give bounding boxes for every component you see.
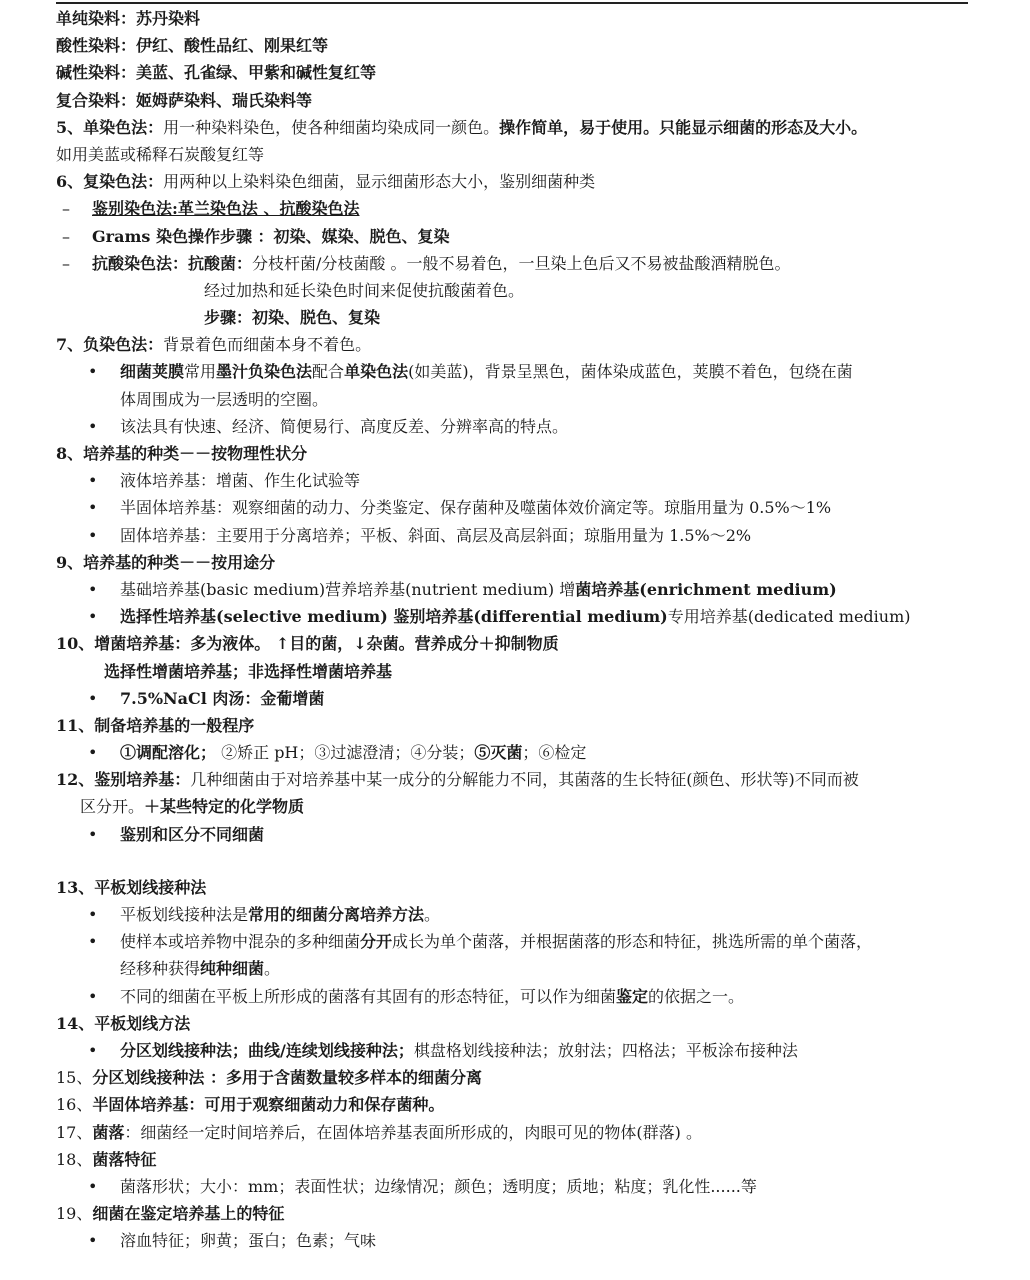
bold-text: 单纯染料：苏丹染料 [56, 9, 201, 28]
line-text [120, 576, 837, 603]
text-run: 经移种获得 [120, 959, 201, 979]
line-text [92, 195, 359, 222]
top-rule [56, 2, 968, 4]
line-text [120, 685, 324, 712]
line-text [56, 712, 254, 739]
text-line [0, 712, 1030, 739]
line-text [56, 1119, 702, 1146]
line-text [204, 304, 380, 331]
text-line [0, 766, 1030, 793]
bold-text: 分开 [360, 932, 393, 952]
bold-text: 纯种细菌 [200, 959, 265, 979]
bold-text: 7.5%NaCl 肉汤：金葡增菌 [120, 688, 325, 708]
text-run: 用两种以上染料染色细菌，显示细菌形态大小，鉴别细菌种类 [163, 172, 596, 192]
bullet-marker: • [88, 607, 98, 627]
line-text [204, 277, 524, 304]
text-line [0, 603, 1030, 630]
text-line [0, 549, 1030, 576]
text-run: 分枝杆菌/分枝菌酸 。一般不易着色，一旦染上色后又不易被盐酸酒精脱色。 [252, 253, 791, 273]
document-body [0, 5, 1030, 1254]
bullet-marker: • [88, 932, 98, 952]
line-text [120, 603, 911, 630]
line-text [56, 141, 264, 168]
bold-text: Grams 染色操作步骤 ：初染、媒染、脱色、复染 [92, 226, 450, 246]
text-run: 平板划线接种法是 [120, 905, 249, 924]
bold-text: 10、增菌培养基：多为液体。 ↑目的菌，↓杂菌。营养成分＋抑制物质 [56, 634, 559, 654]
line-text [120, 739, 586, 766]
line-text [120, 983, 744, 1010]
text-line [0, 901, 1030, 928]
text-line [0, 928, 1030, 955]
bullet-marker: • [88, 688, 98, 708]
text-line [0, 5, 1030, 32]
text-line [0, 1037, 1030, 1064]
text-line [0, 658, 1030, 685]
bold-text: 菌落 [92, 1122, 125, 1142]
bullet-marker: • [88, 824, 98, 844]
bold-text: ⑤灭菌 [474, 743, 523, 763]
text-run: 棋盘格划线接种法；放射法；四格法；平板涂布接种法 [413, 1040, 798, 1060]
line-text [120, 494, 831, 521]
text-run: 半固体培养基：观察细菌的动力、分类鉴定、保存菌种及噬菌体效价滴定等。琼脂用量为 0.5%～1% [120, 498, 832, 518]
line-text [120, 358, 853, 385]
text-line [0, 576, 1030, 603]
line-text [56, 59, 376, 86]
bullet-marker: • [88, 905, 98, 924]
line-text [120, 522, 751, 549]
line-text [120, 821, 264, 848]
text-line [0, 304, 1030, 331]
text-line [0, 1091, 1030, 1118]
text-run: 固体培养基：主要用于分离培养；平板、斜面、高层及高层斜面；琼脂用量为 1.5%～2% [120, 525, 752, 545]
bold-text: 抗酸染色法：抗酸菌： [92, 253, 253, 273]
bold-text: 12、鉴别培养基： [56, 770, 191, 790]
bold-text: 细菌在鉴定培养基上的特征 [92, 1204, 285, 1224]
text-run: ；⑥检定 [522, 743, 587, 763]
line-text [120, 1227, 376, 1254]
text-run: 常用 [184, 362, 217, 382]
text-line [0, 793, 1030, 820]
text-line [0, 141, 1030, 168]
bold-text: ＋某些特定的化学物质 [144, 797, 305, 817]
text-line [0, 168, 1030, 195]
bold-text: 8、培养基的种类－－按物理性状分 [56, 444, 308, 463]
bold-text: 13、平板划线接种法 [56, 877, 207, 897]
line-text [120, 955, 280, 982]
bold-text: 单染色法 [344, 362, 409, 382]
bullet-marker: • [88, 986, 98, 1006]
bullet-marker: • [88, 471, 98, 491]
dash-marker: – [62, 199, 70, 219]
line-text [104, 658, 392, 685]
text-line [0, 250, 1030, 277]
bold-text: 碱性染料：美蓝、孔雀绿、甲紫和碱性复红等 [56, 63, 377, 83]
text-line [0, 983, 1030, 1010]
text-line [0, 685, 1030, 712]
line-text [56, 5, 200, 32]
line-text [56, 440, 307, 467]
text-run: 几种细菌由于对培养基中某一成分的分解能力不同，其菌落的生长特征(颜色、形状等)不同而被 [190, 770, 859, 790]
bullet-marker: • [88, 416, 98, 436]
text-line [0, 331, 1030, 358]
text-line [0, 821, 1030, 848]
text-run: 经过加热和延长染色时间来促使抗酸菌着色。 [204, 280, 525, 300]
text-run: 成长为单个菌落，并根据菌落的形态和特征，挑选所需的单个菌落， [392, 932, 873, 952]
bullet-marker: • [88, 1231, 98, 1251]
line-text [56, 874, 206, 901]
text-line [0, 386, 1030, 413]
bullet-marker: • [88, 1040, 98, 1060]
bullet-marker: • [88, 362, 98, 382]
text-line [0, 1200, 1030, 1227]
paragraph-spacer [0, 848, 1030, 874]
text-run: 17、 [56, 1122, 93, 1142]
bold-text: 步骤：初染、脱色、复染 [204, 308, 381, 328]
text-run: 16、 [56, 1095, 93, 1115]
line-text [56, 1010, 190, 1037]
bold-text: 细菌荚膜 [120, 362, 185, 382]
line-text [120, 901, 440, 928]
text-line [0, 59, 1030, 86]
dash-marker: – [62, 226, 70, 246]
bold-text: 分区划线接种法；曲线/连续划线接种法； [120, 1040, 414, 1060]
bold-text: 选择性增菌培养基；非选择性增菌培养基 [104, 661, 393, 681]
bold-text: 14、平板划线方法 [56, 1013, 191, 1033]
text-line [0, 1227, 1030, 1254]
text-run: (如美蓝)，背景呈黑色，菌体染成蓝色，荚膜不着色，包绕在菌 [408, 362, 853, 382]
text-run: 配合 [312, 362, 345, 382]
line-text [120, 467, 360, 494]
text-line [0, 630, 1030, 657]
text-run: 用一种染料染色，使各种细菌均染成同一颜色。 [163, 117, 500, 137]
text-line [0, 32, 1030, 59]
text-line [0, 1010, 1030, 1037]
line-text [56, 766, 859, 793]
text-line [0, 87, 1030, 114]
text-line [0, 739, 1030, 766]
text-run: 液体培养基：增菌、作生化试验等 [120, 471, 361, 491]
bold-text: 选择性培养基(selective medium) 鉴别培养基(differential medium) [120, 607, 668, 627]
text-line [0, 874, 1030, 901]
text-run: 不同的细菌在平板上所形成的菌落有其固有的形态特征，可以作为细菌 [120, 986, 617, 1006]
bold-text: ①调配溶化； [120, 743, 217, 763]
bold-text: 鉴别和区分不同细菌 [120, 824, 265, 844]
line-text [56, 1200, 284, 1227]
text-line [0, 1146, 1030, 1173]
line-text [56, 1091, 444, 1118]
dash-marker: – [62, 253, 70, 273]
text-run: 专用培养基(dedicated medium) [667, 607, 911, 627]
text-run: 的依据之一。 [648, 986, 745, 1006]
bold-text: 酸性染料：伊红、酸性品红、刚果红等 [56, 36, 329, 56]
text-run: ：细菌经一定时间培养后，在固体培养基表面所形成的，肉眼可见的物体(群落) 。 [124, 1122, 702, 1142]
bold-text: 半固体培养基：可用于观察细菌动力和保存菌种。 [92, 1095, 445, 1115]
text-run: 如用美蓝或稀释石炭酸复红等 [56, 144, 265, 164]
bullet-marker: • [88, 498, 98, 518]
text-run: ②矫正 pH；③过滤澄清；④分装； [216, 743, 475, 763]
text-run: 18、 [56, 1149, 93, 1169]
text-line [0, 413, 1030, 440]
line-text [92, 250, 791, 277]
line-text [56, 87, 312, 114]
text-run: 19、 [56, 1204, 93, 1224]
text-run: 15、 [56, 1068, 93, 1088]
line-text [56, 1146, 156, 1173]
text-run: 区分开。 [80, 797, 145, 817]
line-text [56, 32, 328, 59]
text-run: 。 [264, 959, 281, 979]
text-line [0, 1119, 1030, 1146]
line-text [56, 168, 595, 195]
text-run: 使样本或培养物中混杂的多种细菌 [120, 932, 361, 952]
line-text [120, 413, 568, 440]
text-run: 背景着色而细菌本身不着色。 [163, 335, 372, 355]
text-run: 基础培养基(basic medium)营养培养基(nutrient medium) 增 [120, 579, 576, 599]
text-run: 该法具有快速、经济、简便易行、高度反差、分辨率高的特点。 [120, 416, 569, 436]
text-run: 菌落形状；大小：mm；表面性状；边缘情况；颜色；透明度；质地；粘度；乳化性......等 [120, 1176, 757, 1196]
text-line [0, 494, 1030, 521]
bold-text: 分区划线接种法 ：多用于含菌数量较多样本的细菌分离 [92, 1068, 482, 1088]
text-line [0, 195, 1030, 222]
bold-text: 11、制备培养基的一般程序 [56, 715, 255, 735]
text-line [0, 1173, 1030, 1200]
bold-text: 鉴别染色法:革兰染色法 、抗酸染色法 [92, 199, 360, 219]
bold-text: 复合染料：姬姆萨染料、瑞氏染料等 [56, 90, 313, 110]
bold-text: 菌落特征 [92, 1149, 157, 1169]
text-run: 。 [424, 905, 441, 924]
bold-text: 5、单染色法： [56, 117, 164, 137]
text-line [0, 522, 1030, 549]
line-text [56, 331, 371, 358]
text-line [0, 955, 1030, 982]
text-line [0, 358, 1030, 385]
line-text [92, 223, 450, 250]
bold-text: 常用的细菌分离培养方法 [248, 905, 425, 924]
bullet-marker: • [88, 743, 98, 763]
line-text [80, 793, 304, 820]
bold-text: 墨汁负染色法 [216, 362, 313, 382]
text-line [0, 223, 1030, 250]
line-text [120, 1037, 798, 1064]
line-text [56, 549, 275, 576]
line-text [56, 1064, 482, 1091]
bold-text: 7、负染色法： [56, 335, 164, 355]
line-text [120, 386, 328, 413]
bold-text: 6、复染色法： [56, 172, 164, 192]
bullet-marker: • [88, 579, 98, 599]
bullet-marker: • [88, 1176, 98, 1196]
bold-text: 鉴定 [616, 986, 649, 1006]
line-text [56, 114, 867, 141]
bold-text: 9、培养基的种类－－按用途分 [56, 552, 276, 572]
line-text [120, 928, 872, 955]
line-text [120, 1173, 757, 1200]
text-line [0, 467, 1030, 494]
text-line [0, 114, 1030, 141]
bold-text: 菌培养基(enrichment medium) [575, 579, 837, 599]
text-run: 体周围成为一层透明的空圈。 [120, 389, 329, 409]
text-line [0, 440, 1030, 467]
text-line [0, 1064, 1030, 1091]
text-line [0, 277, 1030, 304]
bullet-marker: • [88, 525, 98, 545]
text-run: 溶血特征；卵黄；蛋白；色素；气味 [120, 1231, 377, 1251]
line-text [56, 630, 559, 657]
bold-text: 操作简单，易于使用。只能显示细菌的形态及大小。 [499, 117, 868, 137]
